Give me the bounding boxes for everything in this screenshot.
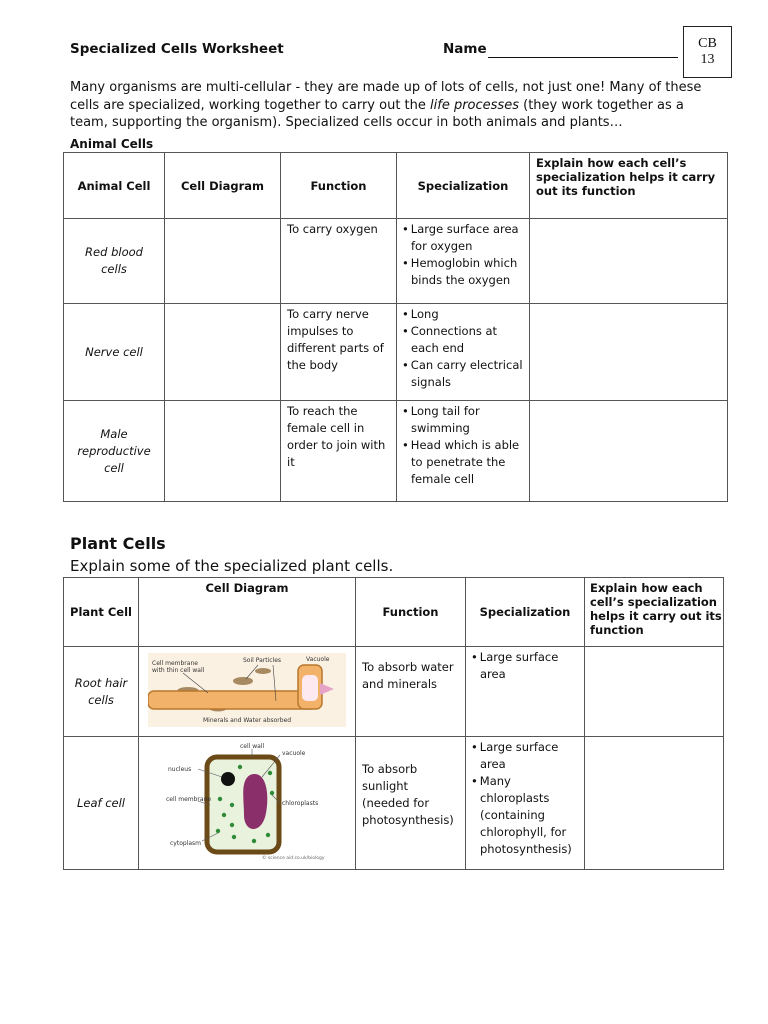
table-row [64, 304, 728, 401]
header-specialization: Specialization [466, 578, 585, 647]
specialization-list [397, 304, 529, 393]
row-name [64, 737, 139, 870]
header-animal-cell: Animal Cell [64, 153, 165, 219]
animal-cells-table [63, 152, 728, 502]
leaf-label-cytoplasm: cytoplasm [170, 840, 201, 847]
leaf-label-wall: cell wall [240, 743, 265, 750]
leaf-label-chloroplasts: chloroplasts [282, 800, 319, 807]
function-text: To carry oxygen [287, 222, 378, 236]
table-row [64, 219, 728, 304]
diagram-cell [139, 647, 356, 737]
function-cell [281, 401, 397, 502]
header-explain: Explain how each cell’s specialization helps it carry out its function [530, 153, 728, 219]
list-item: • Long tail for swimming [401, 403, 525, 437]
row-name [64, 219, 165, 304]
name-line [488, 41, 678, 58]
table-row [64, 647, 724, 737]
row-name-text: Leaf cell [76, 795, 126, 810]
explain-answer-cell[interactable] [530, 401, 728, 502]
table-header-row [64, 578, 724, 647]
specialization-list [466, 647, 584, 685]
plant-cells-subheading: Explain some of the specialized plant cells. [70, 557, 394, 575]
list-item: • Can carry electrical signals [401, 357, 525, 391]
specialization-cell [466, 737, 585, 870]
list-item: • Hemoglobin which binds the oxygen [401, 255, 525, 289]
function-cell [356, 737, 466, 870]
function-text: To absorb sunlight (needed for photosynthesis) [362, 762, 454, 827]
row-name-text: Red blood cells [85, 245, 143, 276]
function-text: To carry nerve impulses to different parts of the body [287, 307, 384, 372]
table-row [64, 737, 724, 870]
plant-cells-table [63, 577, 724, 870]
diagram-cell[interactable] [165, 304, 281, 401]
specialization-list [397, 219, 529, 291]
header-plant-cell: Plant Cell [64, 578, 139, 647]
row-name-text: Nerve cell [85, 344, 143, 359]
specialization-cell [397, 401, 530, 502]
explain-answer-cell[interactable] [530, 219, 728, 304]
leaf-label-vacuole: vacuole [282, 750, 306, 757]
intro-paragraph [70, 79, 720, 132]
list-item: • Large surface area for oxygen [401, 221, 525, 255]
function-cell [356, 647, 466, 737]
row-name-text: Male reproductive cell [77, 426, 151, 475]
function-cell [281, 219, 397, 304]
row-name-text: Root hair cells [74, 675, 128, 707]
list-item: • Long [401, 306, 525, 323]
diagram-cell [139, 737, 356, 870]
list-item: • Many chloroplasts (containing chlorophyll, for photosynthesis) [470, 773, 580, 858]
intro-emphasis: life processes [430, 97, 519, 113]
leaf-label-nucleus: nucleus [168, 766, 192, 773]
animal-cells-label: Animal Cells [70, 137, 154, 151]
leaf-cell-diagram [162, 743, 332, 865]
root-hair-cell-diagram [148, 653, 346, 727]
header-function: Function [356, 578, 466, 647]
code-box [683, 26, 732, 78]
table-header-row [64, 153, 728, 219]
root-label-minerals: Minerals and Water absorbed [203, 717, 292, 724]
function-text: To absorb water and minerals [362, 660, 454, 691]
specialization-cell [397, 304, 530, 401]
list-item: • Large surface area [470, 649, 580, 683]
header-specialization: Specialization [397, 153, 530, 219]
function-text: To reach the female cell in order to join with it [287, 404, 386, 469]
header-cell-diagram: Cell Diagram [165, 153, 281, 219]
intro-part1: Many organisms are multi-cellular - they are made up of lots of cells, not just one! Many of these cells are specialized, working together to carry out the [70, 80, 702, 113]
root-label-vacuole: Vacuole [306, 656, 330, 663]
specialization-list [397, 401, 529, 490]
header-function: Function [281, 153, 397, 219]
row-name [64, 401, 165, 502]
root-label-membrane: Cell membrane [152, 660, 198, 667]
function-cell [281, 304, 397, 401]
plant-cells-heading: Plant Cells [70, 534, 166, 553]
specialization-list [466, 737, 584, 860]
row-name [64, 647, 139, 737]
diagram-cell[interactable] [165, 401, 281, 502]
row-name [64, 304, 165, 401]
leaf-label-credit: © science aid.co.uk/biology [262, 856, 325, 861]
name-field [443, 41, 678, 58]
explain-answer-cell[interactable] [585, 737, 724, 870]
root-label-wall: with thin cell wall [152, 667, 205, 674]
intro-part2: (they work together as a team, supporting the organism). Specialized cells occur in both animals and plants… [70, 97, 684, 130]
header-cell-diagram: Cell Diagram [139, 578, 356, 647]
code-line-2: 13 [700, 52, 715, 67]
list-item: • Head which is able to penetrate the female cell [401, 437, 525, 488]
name-label: Name [443, 41, 487, 57]
root-label-soil: Soil Particles [243, 657, 282, 664]
header-explain: Explain how each cell’s specialization helps it carry out its function [585, 578, 724, 647]
explain-answer-cell[interactable] [530, 304, 728, 401]
list-item: • Connections at each end [401, 323, 525, 357]
specialization-cell [397, 219, 530, 304]
worksheet-title: Specialized Cells Worksheet [70, 41, 284, 57]
explain-answer-cell[interactable] [585, 647, 724, 737]
code-line-1: CB [698, 36, 717, 51]
specialization-cell [466, 647, 585, 737]
diagram-cell[interactable] [165, 219, 281, 304]
list-item: • Large surface area [470, 739, 580, 773]
leaf-label-membrane: cell membrane [166, 796, 212, 803]
table-row [64, 401, 728, 502]
